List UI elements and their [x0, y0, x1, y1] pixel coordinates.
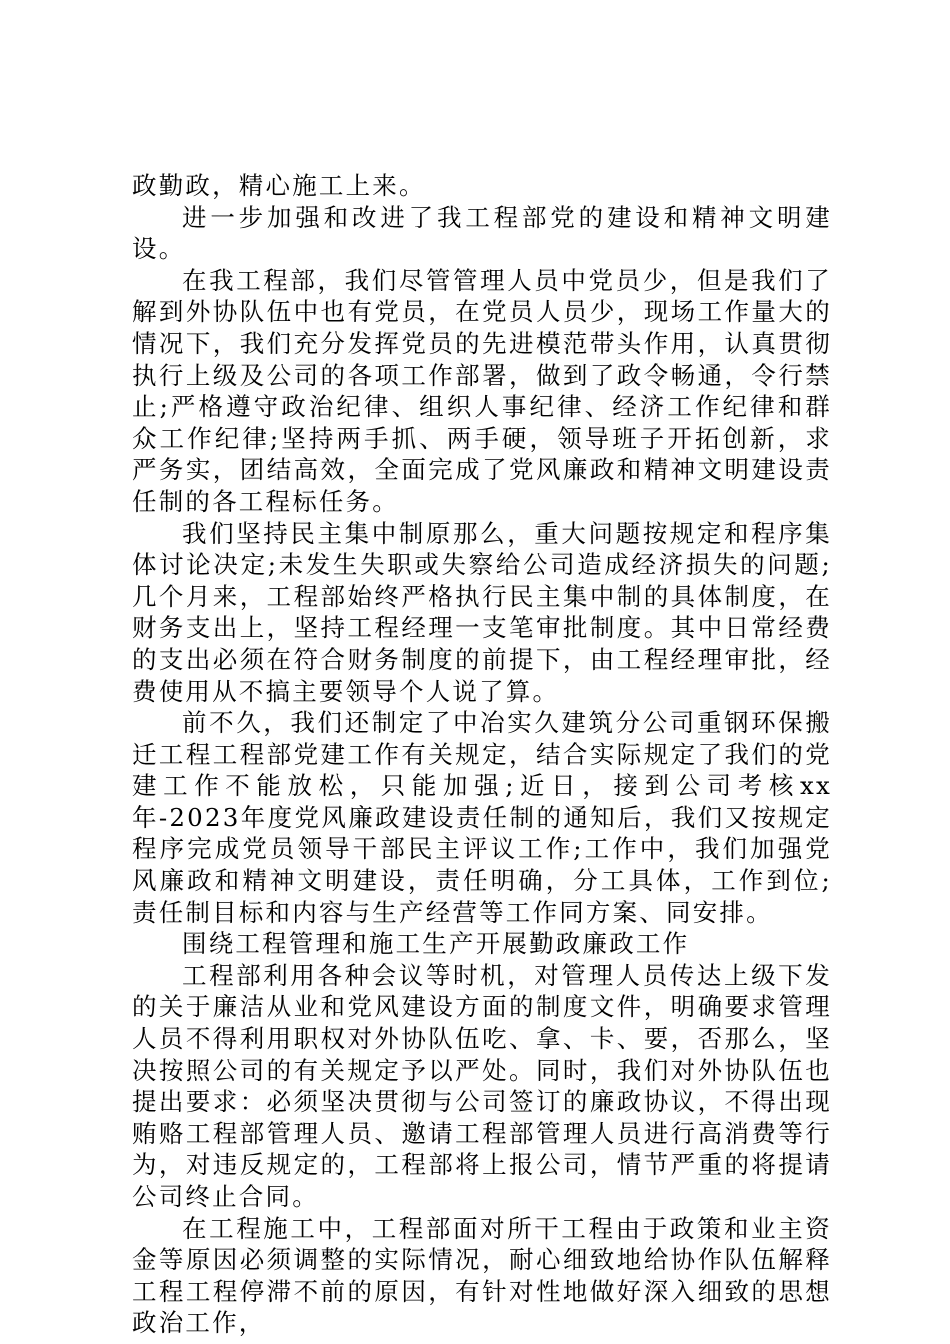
section-heading: 围绕工程管理和施工生产开展勤政廉政工作: [182, 929, 690, 959]
paragraph: 政勤政，精心施工上来。: [132, 171, 426, 200]
paragraph: 前不久，我们还制定了中冶实久建筑分公司重钢环保搬迁工程工程部党建工作有关规定，结合实际规定了我们的党建工作不能放松，只能加强;近日，接到公司考核xx年-2023年度党风廉政建设责任制的通知后，我们又按规定程序完成党员领导干部民主评议工作;工作中，我们加强党风廉政和精神文明建设，责任明确，分工具体，工作到位;责任制目标和内容与生产经营等工作同方案、同安排。: [132, 708, 832, 927]
paragraph: 工程部利用各种会议等时机，对管理人员传达上级下发的关于廉洁从业和党风建设方面的制度文件，明确要求管理人员不得利用职权对外协队伍吃、拿、卡、要，否那么，坚决按照公司的有关规定予以严处。同时，我们对外协队伍也提出要求：必须坚决贯彻与公司签订的廉政协议，不得出现贿赂工程部管理人员、邀请工程部管理人员进行高消费等行为，对违反规定的，工程部将上报公司，情节严重的将提请公司终止合同。: [132, 960, 832, 1211]
paragraph: 进一步加强和改进了我工程部党的建设和精神文明建设。: [132, 202, 832, 264]
paragraph: 在我工程部，我们尽管管理人员中党员少，但是我们了解到外协队伍中也有党员，在党员人员少，现场工作量大的情况下，我们充分发挥党员的先进模范带头作用，认真贯彻执行上级及公司的各项工作部署，做到了政令畅通，令行禁止;严格遵守政治纪律、组织人事纪律、经济工作纪律和群众工作纪律;坚持两手抓、两手硬，领导班子开拓创新，求严务实，团结高效，全面完成了党风廉政和精神文明建设责任制的各工程标任务。: [132, 265, 832, 516]
document-body: [132, 170, 832, 1339]
paragraph: 在工程施工中，工程部面对所干工程由于政策和业主资金等原因必须调整的实际情况，耐心细致地给协作队伍解释工程工程停滞不前的原因，有针对性地做好深入细致的思想政治工作，: [132, 1213, 832, 1338]
paragraph: 我们坚持民主集中制原那么，重大问题按规定和程序集体讨论决定;未发生失职或失察给公司造成经济损失的问题;几个月来，工程部始终严格执行民主集中制的具体制度，在财务支出上，坚持工程经理一支笔审批制度。其中日常经费的支出必须在符合财务制度的前提下，由工程经理审批，经费使用从不搞主要领导个人说了算。: [132, 518, 832, 706]
